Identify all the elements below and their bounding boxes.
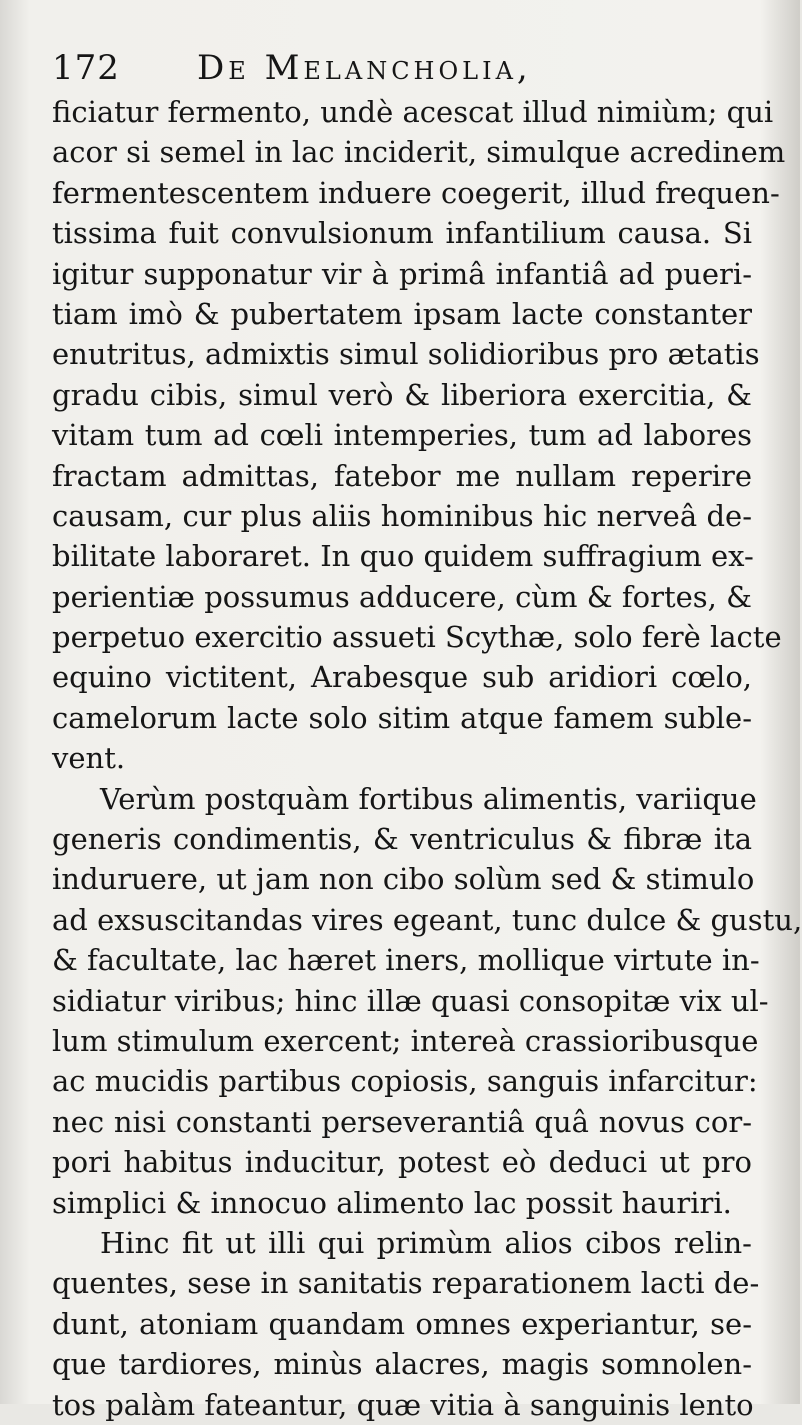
text-line: vitam tum ad cœli intemperies, tum ad labores xyxy=(52,418,752,453)
text-line: quentes, sese in sanitatis reparationem lacti de- xyxy=(52,1266,760,1301)
text-line: perientiæ possumus adducere, cùm & fortes, & xyxy=(52,579,752,614)
text-line: tissima fuit convulsionum infantilium causa. Si xyxy=(52,216,752,251)
text-line: gradu cibis, simul verò & liberiora exercitia, & xyxy=(52,377,752,412)
text-line: nec nisi constanti perseverantiâ quâ novus cor- xyxy=(52,1104,752,1139)
running-head: De Melancholia, xyxy=(197,48,532,88)
text-line: lum stimulum exercent; intereà crassioribusque xyxy=(52,1023,759,1058)
text-line: ac mucidis partibus copiosis, sanguis infarcitur: xyxy=(52,1064,758,1099)
text-line: sidiatur viribus; hinc illæ quasi consopitæ vix ul- xyxy=(52,983,769,1018)
text-line: generis condimentis, & ventriculus & fibræ ita xyxy=(52,822,752,857)
paragraph-start-line: Hinc fit ut illi qui primùm alios cibos relin- xyxy=(100,1225,752,1260)
text-line: pori habitus inducitur, potest eò deduci ut pro xyxy=(52,1145,752,1180)
text-line: que tardiores, minùs alacres, magis somnolen- xyxy=(52,1347,752,1382)
text-line: fractam admittas, fatebor me nullam reperire xyxy=(52,458,752,493)
page-number: 172 xyxy=(52,48,120,88)
text-line: igitur supponatur vir à primâ infantiâ ad pueri- xyxy=(52,256,752,291)
text-line: dunt, atoniam quandam omnes experiantur, se- xyxy=(52,1306,752,1341)
text-line: & facultate, lac hæret iners, mollique virtute in- xyxy=(52,943,760,978)
paragraph-end-line: simplici & innocuo alimento lac possit hauriri. xyxy=(52,1185,732,1220)
text-line: ficiatur fermento, undè acescat illud nimiùm; qui xyxy=(52,95,774,129)
text-line: causam, cur plus aliis hominibus hic nerveâ de- xyxy=(52,498,752,533)
text-line: enutritus, admixtis simul solidioribus pro ætatis xyxy=(52,337,760,372)
text-line: tiam imò & pubertatem ipsam lacte constanter xyxy=(52,296,752,331)
page-header xyxy=(52,42,760,94)
text-line: tos palàm fateantur, quæ vitia à sanguinis lento xyxy=(52,1387,754,1422)
text-line: induruere, ut jam non cibo solùm sed & stimulo xyxy=(52,862,755,897)
text-line: ad exsuscitandas vires egeant, tunc dulce & gustu, xyxy=(52,902,802,937)
text-line: fermentescentem induere coegerit, illud frequen- xyxy=(52,175,780,210)
text-line: perpetuo exercitio assueti Scythæ, solo ferè lacte xyxy=(52,620,782,655)
text-line: equino victitent, Arabesque sub aridiori cœlo, xyxy=(52,660,752,695)
paragraph-start-line: Verùm postquàm fortibus alimentis, variique xyxy=(100,781,757,816)
paragraph-end-line: vent. xyxy=(52,741,126,776)
body-text xyxy=(52,92,802,1425)
text-line: acor si semel in lac inciderit, simulque acredinem xyxy=(52,135,786,170)
text-line: camelorum lacte solo sitim atque famem suble- xyxy=(52,700,752,735)
text-line: bilitate laboraret. In quo quidem suffragium ex- xyxy=(52,539,754,574)
